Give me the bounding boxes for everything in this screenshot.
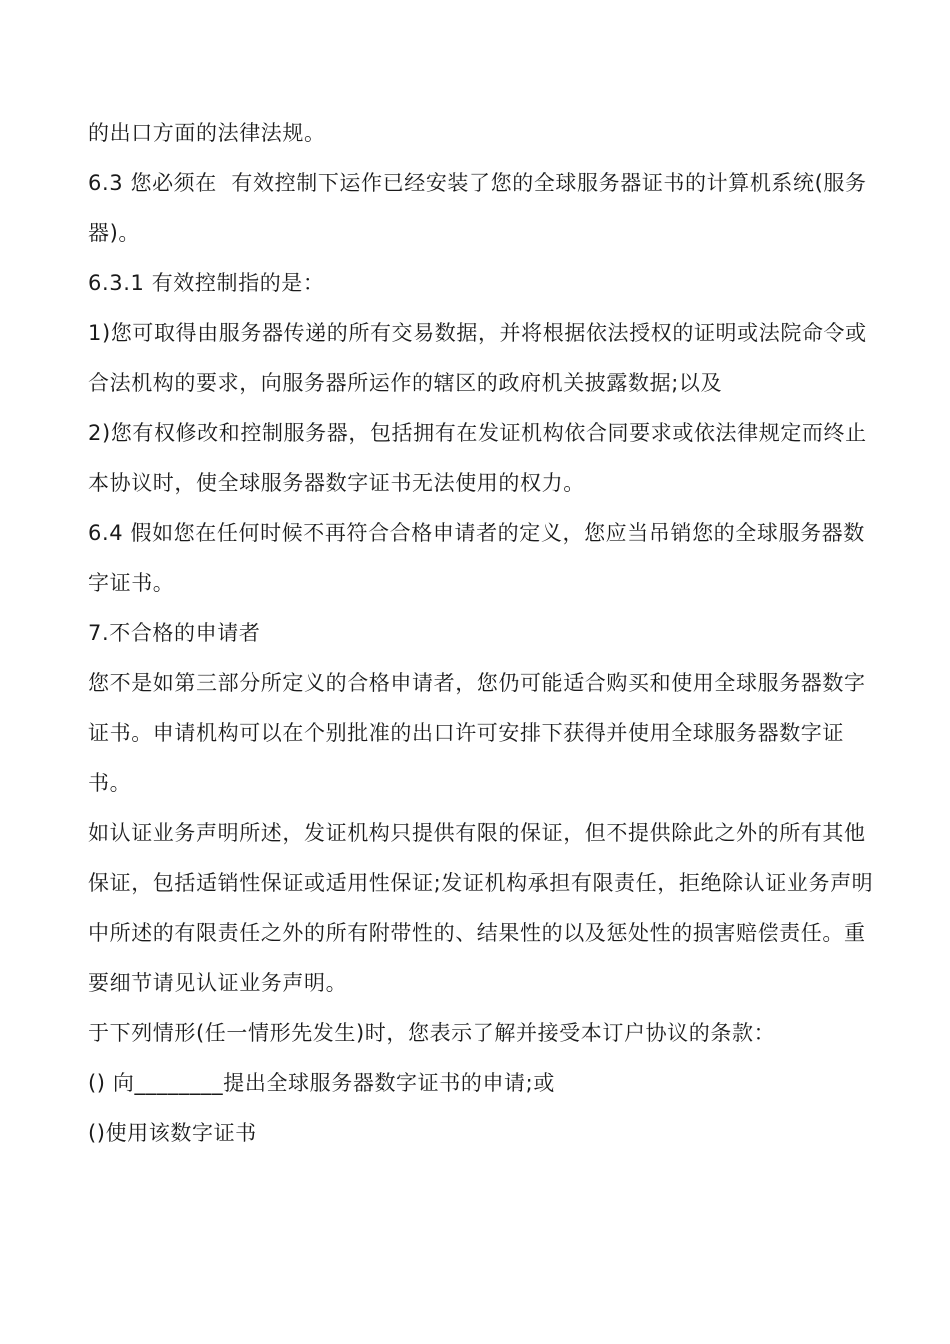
paragraph-unqualified-applicant: 您不是如第三部分所定义的合格申请者，您仍可能适合购买和使用全球服务器数字证书。申请机构可以在个别批准的出口许可安排下获得并使用全球服务器数字证书。 bbox=[88, 671, 866, 795]
paragraph-acceptance: 于下列情形(任一情形先发生)时，您表示了解并接受本订户协议的条款： bbox=[88, 1021, 776, 1045]
paragraph-option-apply: () 向________提出全球服务器数字证书的申请;或 bbox=[88, 1071, 555, 1095]
paragraph-item-2: 2)您有权修改和控制服务器，包括拥有在发证机构依合同要求或依法律规定而终止本协议时，使全球服务器数字证书无法使用的权力。 bbox=[88, 421, 867, 495]
paragraph-export-laws: 的出口方面的法律法规。 bbox=[88, 121, 326, 145]
section-heading-7: 7.不合格的申请者 bbox=[88, 621, 261, 645]
paragraph-6-3: 6.3 您必须在 有效控制下运作已经安装了您的全球服务器证书的计算机系统(服务器)。 bbox=[88, 171, 867, 245]
paragraph-warranty: 如认证业务声明所述，发证机构只提供有限的保证，但不提供除此之外的所有其他保证，包括适销性保证或适用性保证;发证机构承担有限责任，拒绝除认证业务声明中所述的有限责任之外的所有附带性的、结果性的以及惩处性的损害赔偿责任。重要细节请见认证业务声明。 bbox=[88, 821, 874, 995]
paragraph-6-4: 6.4 假如您在任何时候不再符合合格申请者的定义，您应当吊销您的全球服务器数字证书。 bbox=[88, 521, 865, 595]
paragraph-6-3-1: 6.3.1 有效控制指的是： bbox=[88, 271, 325, 295]
document-body bbox=[88, 108, 878, 1158]
paragraph-option-use: ()使用该数字证书 bbox=[88, 1121, 257, 1145]
paragraph-item-1: 1)您可取得由服务器传递的所有交易数据，并将根据依法授权的证明或法院命令或合法机构的要求，向服务器所运作的辖区的政府机关披露数据;以及 bbox=[88, 321, 867, 395]
